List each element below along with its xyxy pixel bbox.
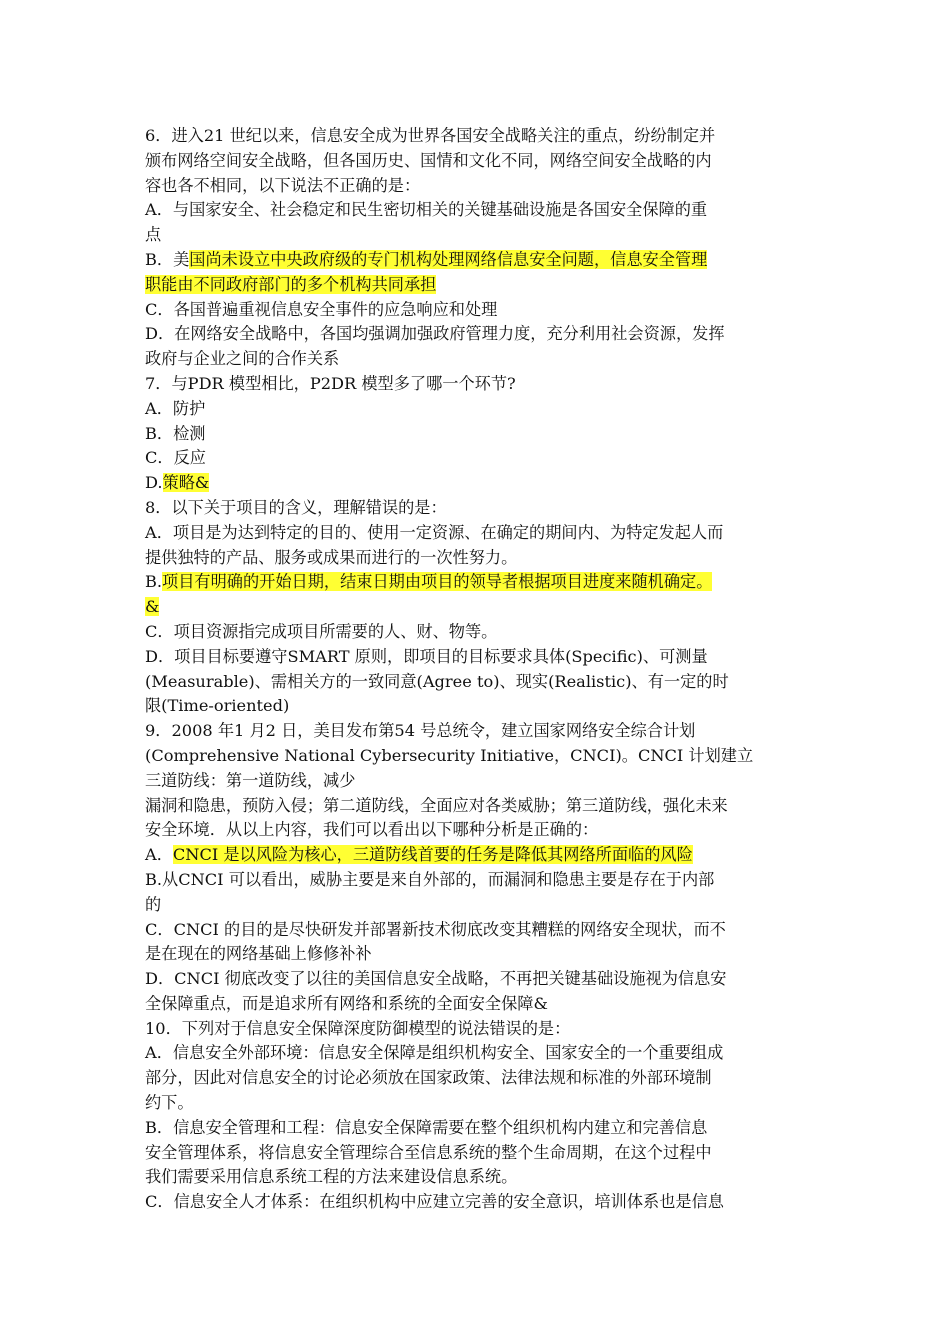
text-line: [145, 1116, 810, 1141]
text-run: 容也各不相同，以下说法不正确的是：: [145, 175, 421, 195]
highlighted-answer: 项目有明确的开始日期，结束日期由项目的领导者根据项目进度来随机确定。: [162, 572, 713, 592]
text-line: [145, 322, 810, 347]
document-page: [145, 124, 810, 1215]
text-run: 的: [145, 894, 162, 914]
highlighted-answer: 职能由不同政府部门的多个机构共同承担: [145, 274, 437, 294]
text-run: 8．以下关于项目的含义，理解错误的是：: [145, 497, 447, 517]
text-line: [145, 1091, 810, 1116]
text-line: [145, 620, 810, 645]
text-line: [145, 868, 810, 893]
text-run: C．项目资源指完成项目所需要的人、财、物等。: [145, 621, 498, 641]
text-line: [145, 347, 810, 372]
text-line: [145, 595, 810, 620]
text-line: [145, 967, 810, 992]
highlighted-answer: &: [145, 597, 160, 617]
text-line: [145, 198, 810, 223]
text-line: [145, 471, 810, 496]
text-run: 我们需要采用信息系统工程的方法来建设信息系统。: [145, 1167, 518, 1187]
text-run: A．防护: [145, 398, 206, 418]
text-run: 6．进入21 世纪以来，信息安全成为世界各国安全战略关注的重点，纷纷制定并: [145, 126, 716, 145]
text-run: 约下。: [145, 1093, 194, 1113]
text-run: C．CNCI 的目的是尽快研发并部署新技术彻底改变其糟糕的网络安全现状，而不: [145, 919, 726, 939]
text-line: [145, 645, 810, 670]
text-line: [145, 248, 810, 273]
text-run: A．与国家安全、社会稳定和民生密切相关的关键基础设施是各国安全保障的重: [145, 200, 708, 220]
text-line: [145, 1066, 810, 1091]
text-run: B．信息安全管理和工程：信息安全保障需要在整个组织机构内建立和完善信息: [145, 1117, 708, 1137]
text-line: [145, 149, 810, 174]
text-line: [145, 124, 810, 149]
text-run: 颁布网络空间安全战略，但各国历史、国情和文化不同，网络空间安全战略的内: [145, 150, 712, 170]
text-run: 政府与企业之间的合作关系: [145, 349, 340, 369]
text-run: B.: [145, 572, 163, 592]
text-run: A．: [145, 845, 173, 865]
text-run: 9．2008 年1 月2 日，美目发布第54 号总统令，建立国家网络安全综合计划: [145, 721, 696, 741]
text-run: D.: [145, 473, 163, 493]
text-line: [145, 546, 810, 571]
highlighted-answer: CNCI 是以风险为核心，三道防线首要的任务是降低其网络所面临的风险: [172, 845, 693, 865]
text-run: 限(Time-oriented): [145, 696, 290, 716]
text-run: B．检测: [145, 423, 206, 443]
text-run: D．在网络安全战略中，各国均强调加强政府管理力度，充分利用社会资源，发挥: [145, 324, 725, 344]
text-run: 点: [145, 225, 162, 245]
text-line: [145, 570, 810, 595]
text-line: [145, 893, 810, 918]
text-run: (Comprehensive National Cybersecurity Initiative，CNCI)。CNCI 计划建立: [145, 745, 754, 765]
text-line: [145, 521, 810, 546]
text-run: 10．下列对于信息安全保障深度防御模型的说法错误的是：: [145, 1018, 571, 1038]
text-line: [145, 273, 810, 298]
text-line: [145, 719, 810, 744]
text-line: [145, 992, 810, 1017]
text-run: 三道防线：第一道防线，减少: [145, 770, 356, 790]
text-line: [145, 1141, 810, 1166]
text-run: 安全管理体系，将信息安全管理综合至信息系统的整个生命周期，在这个过程中: [145, 1142, 712, 1162]
text-line: [145, 670, 810, 695]
highlighted-answer: 国尚未设立中央政府级的专门机构处理网络信息安全问题，信息安全管理: [189, 249, 708, 269]
text-line: [145, 744, 810, 769]
text-line: [145, 769, 810, 794]
text-line: [145, 843, 810, 868]
text-run: 7．与PDR 模型相比，P2DR 模型多了哪一个环节?: [145, 373, 516, 393]
text-line: [145, 694, 810, 719]
text-line: [145, 372, 810, 397]
text-run: 提供独特的产品、服务或成果而进行的一次性努力。: [145, 547, 518, 567]
text-run: D．CNCI 彻底改变了以往的美国信息安全战略，不再把关键基础设施视为信息安: [145, 969, 727, 989]
text-run: C．信息安全人才体系：在组织机构中应建立完善的安全意识，培训体系也是信息: [145, 1192, 724, 1212]
text-line: [145, 1190, 810, 1215]
text-line: [145, 223, 810, 248]
text-run: 部分，因此对信息安全的讨论必须放在国家政策、法律法规和标准的外部环境制: [145, 1068, 712, 1088]
text-line: [145, 818, 810, 843]
text-run: 是在现在的网络基础上修修补补: [145, 944, 372, 964]
text-run: 全保障重点，而是追求所有网络和系统的全面安全保障&: [145, 993, 548, 1013]
text-line: [145, 1017, 810, 1042]
text-line: [145, 1041, 810, 1066]
text-line: [145, 174, 810, 199]
text-line: [145, 1165, 810, 1190]
text-line: [145, 918, 810, 943]
text-run: D．项目目标要遵守SMART 原则，即项目的目标要求具体(Specific)、可测量: [145, 646, 708, 666]
text-line: [145, 298, 810, 323]
text-run: C．反应: [145, 448, 206, 468]
text-line: [145, 397, 810, 422]
text-line: [145, 496, 810, 521]
text-line: [145, 422, 810, 447]
text-line: [145, 446, 810, 471]
text-run: A．信息安全外部环境：信息安全保障是组织机构安全、国家安全的一个重要组成: [145, 1043, 724, 1063]
text-run: 漏洞和隐患，预防入侵；第二道防线，全面应对各类威胁；第三道防线，强化未来: [145, 795, 728, 815]
text-run: C．各国普遍重视信息安全事件的应急响应和处理: [145, 299, 498, 319]
text-run: B.从CNCI 可以看出，威胁主要是来自外部的，而漏洞和隐患主要是存在于内部: [145, 869, 715, 889]
highlighted-answer: 策略&: [162, 473, 210, 493]
text-line: [145, 794, 810, 819]
text-run: B．美: [145, 249, 190, 269]
text-run: 安全环境．从以上内容，我们可以看出以下哪种分析是正确的：: [145, 820, 599, 840]
text-line: [145, 942, 810, 967]
text-run: A．项目是为达到特定的目的、使用一定资源、在确定的期间内、为特定发起人而: [145, 522, 724, 542]
text-run: (Measurable)、需相关方的一致同意(Agree to)、现实(Realistic)、有一定的时: [145, 671, 729, 691]
